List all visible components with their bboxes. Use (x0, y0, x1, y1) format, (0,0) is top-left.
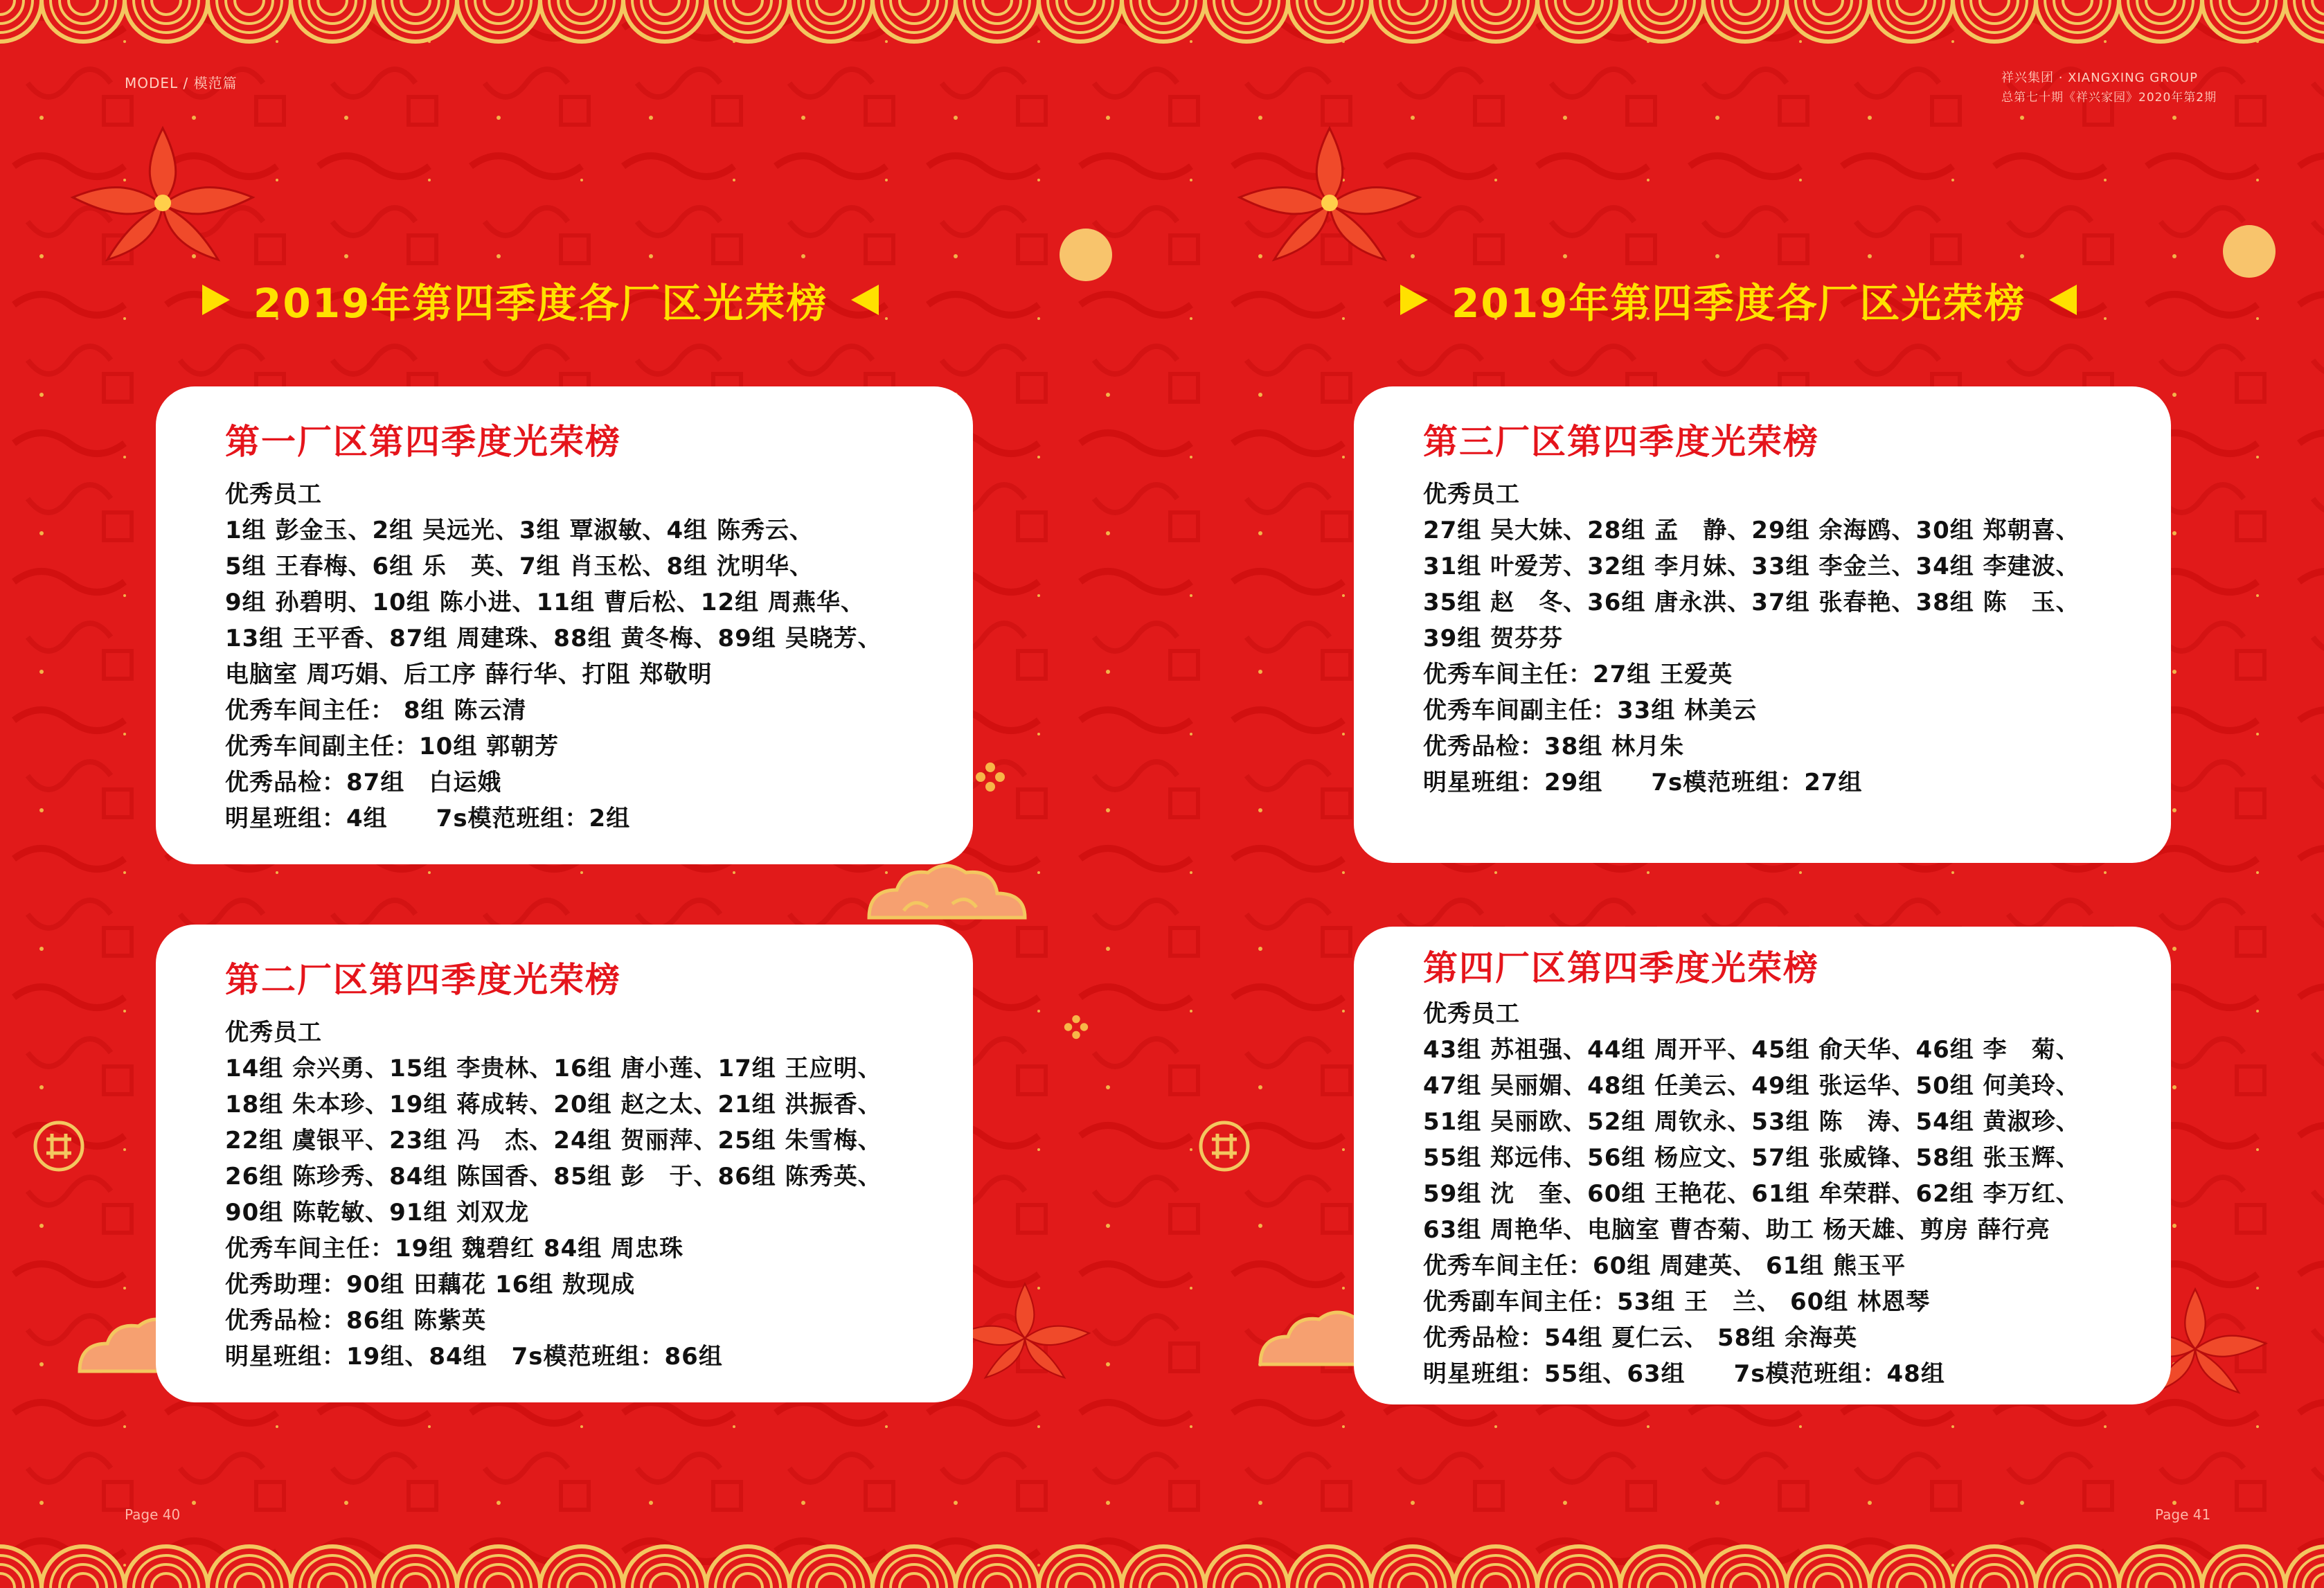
card-line: 优秀品检：54组 夏仁云、 58组 余海英 (1423, 1324, 1858, 1352)
scallop-ring (2036, 1546, 2119, 1588)
scallop-ring (956, 0, 1039, 42)
scallop-ring (42, 1546, 125, 1588)
scallop-ring (2202, 0, 2285, 42)
scallop-ring (2119, 0, 2202, 42)
card-line: 18组 朱本珍、19组 蒋成转、20组 赵之太、21组 洪振香、 (225, 1091, 882, 1118)
right-page-title (1400, 269, 2077, 331)
scallop-ring (706, 1546, 789, 1588)
scallop-ring (1205, 1546, 1288, 1588)
card-line: 优秀助理：90组 田藕花 16组 敖现成 (225, 1271, 636, 1299)
scallop-ring (1704, 0, 1787, 42)
card-line: 优秀品检：86组 陈紫英 (225, 1307, 487, 1335)
scallop-ring (1205, 0, 1288, 42)
scallop-ring (291, 0, 374, 42)
scallop-ring (1039, 1546, 1122, 1588)
card-line: 27组 吴大妹、28组 孟 静、29组 余海鸥、30组 郑朝喜、 (1423, 517, 2080, 544)
scallop-ring (1454, 1546, 1537, 1588)
scallop-ring (540, 1546, 623, 1588)
card-line: 22组 虞银平、23组 冯 杰、24组 贺丽萍、25组 朱雪梅、 (225, 1127, 882, 1154)
card-line: 14组 佘兴勇、15组 李贵林、16组 唐小莲、17组 王应明、 (225, 1055, 882, 1082)
scallop-ring (706, 0, 789, 42)
scallop-ring (125, 1546, 208, 1588)
flower-icon (66, 121, 260, 274)
scallop-ring (125, 0, 208, 42)
scallop-ring (1288, 0, 1371, 42)
card-line: 优秀车间主任：19组 魏碧红 84组 周忠珠 (225, 1235, 684, 1263)
scallop-ring (789, 1546, 873, 1588)
card-line: 明星班组：4组 7s模范班组：2组 (225, 805, 631, 832)
left-page-title-text: 2019年第四季度各厂区光荣榜 (253, 280, 828, 327)
triangle-left-icon (851, 285, 879, 315)
card-line: 90组 陈乾敏、91组 刘双龙 (225, 1199, 530, 1226)
page-number-left: Page 40 (125, 1506, 181, 1523)
scallop-ring (956, 1546, 1039, 1588)
scallop-ring (1870, 0, 1953, 42)
scallop-ring (1620, 0, 1704, 42)
card-line: 63组 周艳华、电脑室 曹杏菊、助工 杨天雄、剪房 薛行亮 (1423, 1216, 2050, 1244)
sun-circle-icon (2223, 225, 2276, 278)
scallop-ring (623, 0, 706, 42)
card-line: 55组 郑远伟、56组 杨应文、57组 张威锋、58组 张玉辉、 (1423, 1144, 2080, 1172)
card-line: 优秀员工 (225, 1019, 322, 1046)
scallop-ring (374, 0, 457, 42)
card-line: 明星班组：29组 7s模范班组：27组 (1423, 769, 1863, 796)
header-issue: 总第七十期《祥兴家园》2020年第2期 (2001, 91, 2217, 105)
card-line: 1组 彭金玉、2组 吴远光、3组 覃淑敏、4组 陈秀云、 (225, 517, 814, 544)
scallop-ring (0, 0, 42, 42)
card-line: 13组 王平香、87组 周建珠、88组 黄冬梅、89组 吴晓芳、 (225, 625, 882, 652)
scallop-ring (873, 1546, 956, 1588)
page-number-right: Page 41 (2155, 1506, 2211, 1523)
card-line: 优秀车间副主任：10组 郭朝芳 (225, 733, 560, 760)
card-line: 5组 王春梅、6组 乐 英、7组 肖玉松、8组 沈明华、 (225, 553, 814, 580)
card-line: 9组 孙碧明、10组 陈小进、11组 曹后松、12组 周燕华、 (225, 589, 865, 616)
scallop-ring (1787, 1546, 1870, 1588)
scallop-ring (0, 1546, 42, 1588)
card-line: 优秀车间主任： 8组 陈云清 (225, 697, 527, 724)
scallop-ring (1537, 1546, 1620, 1588)
card-line: 明星班组：19组、84组 7s模范班组：86组 (225, 1343, 723, 1371)
scallop-ring (1787, 0, 1870, 42)
card-line: 26组 陈珍秀、84组 陈国香、85组 彭 于、86组 陈秀英、 (225, 1163, 882, 1190)
fu-seal-icon (31, 1118, 87, 1174)
card-line: 优秀品检：87组 白运娥 (225, 769, 502, 796)
card-title: 第二厂区第四季度光荣榜 (225, 960, 621, 1000)
scallop-ring (873, 0, 956, 42)
scallop-ring (1620, 1546, 1704, 1588)
card-line: 优秀车间副主任：33组 林美云 (1423, 697, 1758, 724)
honor-card-plant-4 (1354, 927, 2171, 1404)
bottom-scallop-border (0, 1505, 2324, 1588)
sun-circle-icon (1060, 229, 1112, 281)
card-title: 第一厂区第四季度光荣榜 (225, 422, 621, 462)
scallop-ring (1122, 0, 1205, 42)
scallop-ring (1953, 0, 2036, 42)
scallop-ring (291, 1546, 374, 1588)
scallop-ring (1288, 1546, 1371, 1588)
small-flower-icon (975, 762, 1005, 792)
card-title: 第三厂区第四季度光荣榜 (1423, 422, 1819, 462)
scallop-ring (208, 1546, 291, 1588)
fu-seal-icon (1197, 1118, 1252, 1174)
card-line: 59组 沈 奎、60组 王艳花、61组 牟荣群、62组 李万红、 (1423, 1180, 2080, 1208)
triangle-left-icon (2049, 285, 2077, 315)
scallop-ring (1039, 0, 1122, 42)
triangle-right-icon (202, 285, 230, 315)
card-line: 优秀车间主任：27组 王爱英 (1423, 661, 1733, 688)
scallop-ring (2036, 0, 2119, 42)
card-line: 优秀品检：38组 林月朱 (1423, 733, 1685, 760)
header-section-label: MODEL / 模范篇 (125, 75, 238, 91)
scallop-ring (2119, 1546, 2202, 1588)
card-title: 第四厂区第四季度光荣榜 (1423, 948, 1819, 988)
honor-card-plant-3 (1354, 386, 2171, 863)
scallop-ring (42, 0, 125, 42)
scallop-ring (1371, 0, 1454, 42)
header-group-name: 祥兴集团 · XIANGXING GROUP (2001, 71, 2198, 85)
honor-card-plant-1 (156, 386, 973, 864)
card-line: 优秀员工 (1423, 1000, 1520, 1028)
honor-card-plant-2 (156, 925, 973, 1402)
card-line: 明星班组：55组、63组 7s模范班组：48组 (1423, 1360, 1945, 1388)
scallop-ring (208, 0, 291, 42)
scallop-ring (2202, 1546, 2285, 1588)
scallop-ring (540, 0, 623, 42)
right-page-title-text: 2019年第四季度各厂区光荣榜 (1451, 280, 2026, 327)
triangle-right-icon (1400, 285, 1428, 315)
card-line: 优秀员工 (1423, 481, 1520, 508)
flower-icon (956, 1274, 1094, 1392)
card-line: 39组 贺芬芬 (1423, 625, 1564, 652)
scallop-ring (374, 1546, 457, 1588)
scallop-ring (1953, 1546, 2036, 1588)
scallop-ring (1122, 1546, 1205, 1588)
scallop-ring (1454, 0, 1537, 42)
left-page-title (202, 269, 879, 331)
scallop-ring (1704, 1546, 1787, 1588)
card-line: 51组 吴丽欧、52组 周钦永、53组 陈 涛、54组 黄淑珍、 (1423, 1108, 2080, 1136)
card-line: 47组 吴丽媚、48组 任美云、49组 张运华、50组 何美玲、 (1423, 1072, 2080, 1100)
scallop-ring (1371, 1546, 1454, 1588)
card-line: 优秀副车间主任：53组 王 兰、 60组 林恩琴 (1423, 1288, 1931, 1316)
card-line: 优秀员工 (225, 481, 322, 508)
small-flower-icon (1064, 1015, 1089, 1040)
card-line: 电脑室 周巧娟、后工序 薛行华、打阻 郑敬明 (225, 661, 713, 688)
scallop-ring (457, 0, 540, 42)
top-scallop-border (0, 0, 2324, 83)
scallop-ring (457, 1546, 540, 1588)
scallop-ring (1537, 0, 1620, 42)
scallop-ring (1870, 1546, 1953, 1588)
scallop-ring (623, 1546, 706, 1588)
card-line: 优秀车间主任：60组 周建英、 61组 熊玉平 (1423, 1252, 1906, 1280)
card-line: 31组 叶爱芳、32组 李月妹、33组 李金兰、34组 李建波、 (1423, 553, 2080, 580)
card-line: 35组 赵 冬、36组 唐永洪、37组 张春艳、38组 陈 玉、 (1423, 589, 2080, 616)
scallop-ring (789, 0, 873, 42)
card-line: 43组 苏祖强、44组 周开平、45组 俞天华、46组 李 菊、 (1423, 1036, 2080, 1064)
flower-icon (1233, 121, 1427, 274)
